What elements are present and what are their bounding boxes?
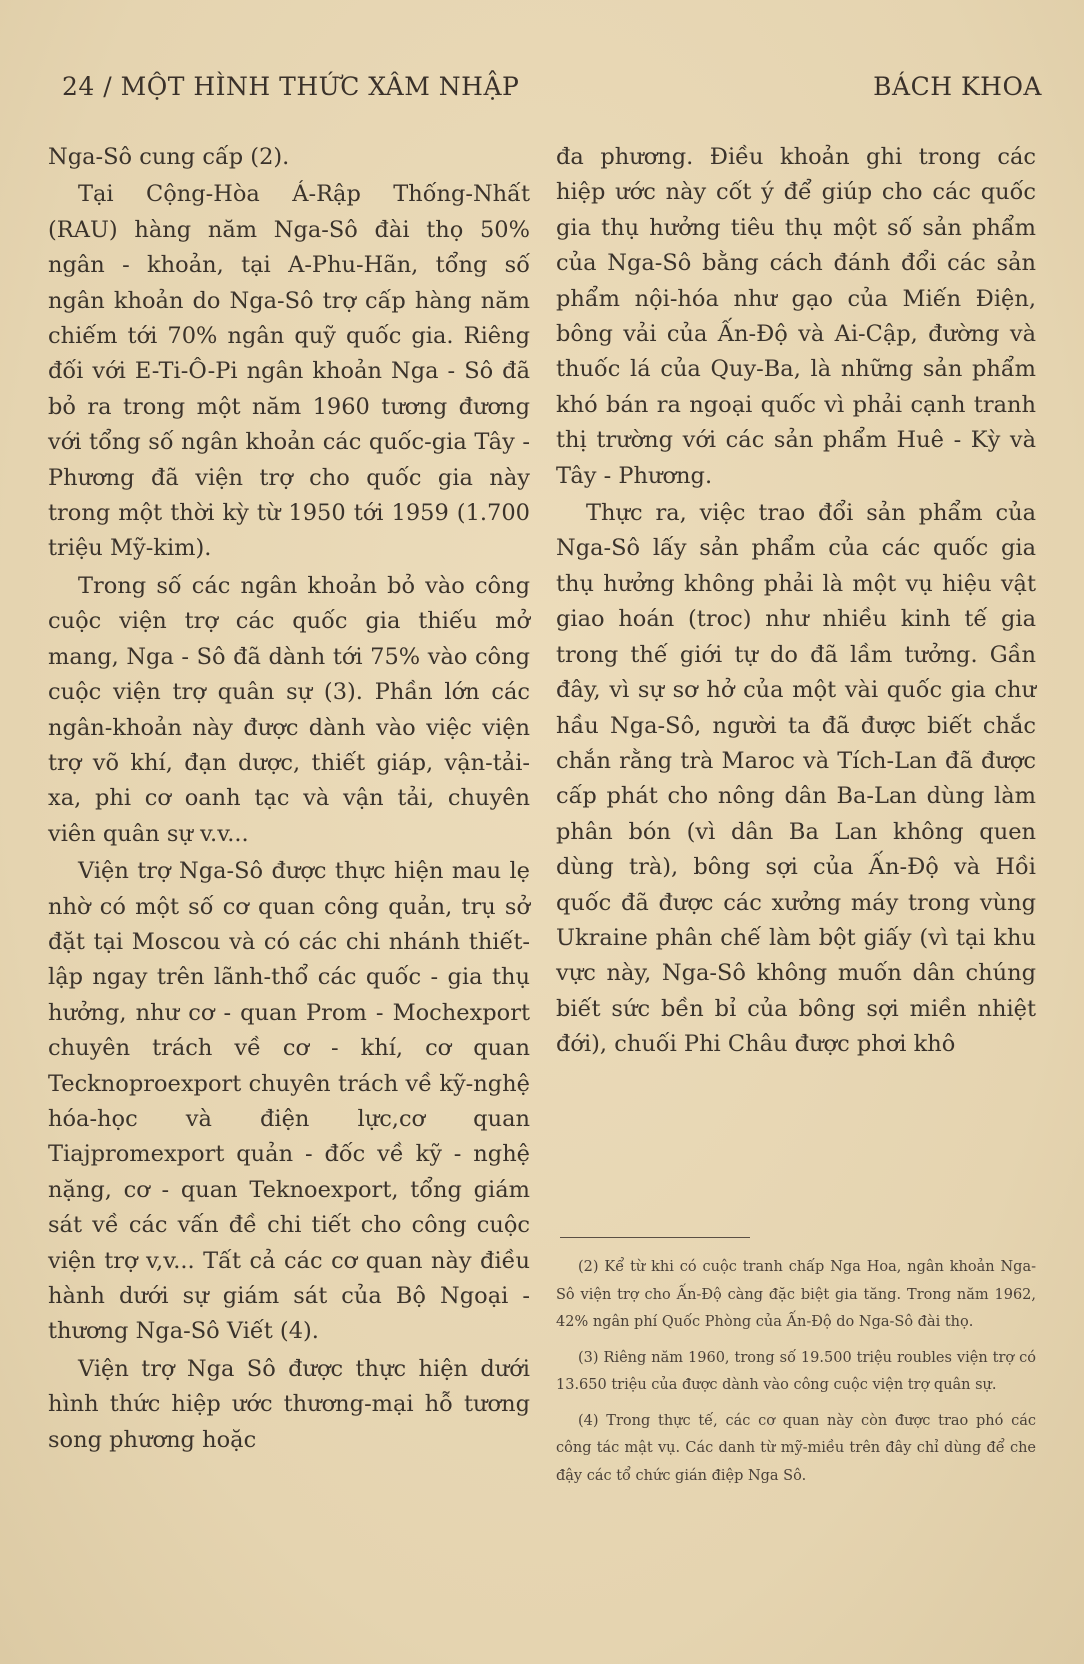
page-title: 24 / MỘT HÌNH THỨC XÂM NHẬP — [62, 72, 520, 101]
paragraph: đa phương. Điều khoản ghi trong các hiệp ước này cốt ý để giúp cho các quốc gia thụ hưởng tiêu thụ một số sản phẩm của Nga-Sô bằng cách đánh đổi các sản phẩm nội-hóa như gạo của Miến Điện, bông vải của Ấn-Độ và Ai-Cập, đường và thuốc lá của Quy-Ba, là những sản phẩm khó bán ra ngoại quốc vì phải cạnh tranh thị trường với các sản phẩm Huê - Kỳ và Tây - Phương. — [556, 144, 1036, 489]
paragraph: Thực ra, việc trao đổi sản phẩm của Nga-Sô lấy sản phẩm của các quốc gia thụ hưởng không phải là một vụ hiệu vật giao hoán (troc) như nhiều kinh tế gia trong thế giới tự do đã lầm tưởng. Gần đây, vì sự sơ hở của một vài quốc gia chư hầu Nga-Sô, người ta đã được biết chắc chắn rằng trà Maroc và Tích-Lan đã được cấp phát cho nông dân Ba-Lan dùng làm phân bón (vì dân Ba Lan không quen dùng trà), bông sợi của Ấn-Độ và Hồi quốc đã được các xưởng máy trong vùng Ukraine phân chế làm bột giấy (vì tại khu vực này, Nga-Sô không muốn dân chúng biết sức bền bỉ của bông sợi miền nhiệt đới), chuối Phi Châu được phơi khô — [556, 500, 1036, 1058]
paragraph: Trong số các ngân khoản bỏ vào công cuộc viện trợ các quốc gia thiếu mở mang, Nga - Sô đã dành tới 75% vào công cuộc viện trợ quân sự (3). Phần lớn các ngân-khoản này được dành vào việc viện trợ võ khí, đạn dược, thiết giáp, vận-tải-xa, phi cơ oanh tạc và vận tải, chuyên viên quân sự v.v... — [48, 572, 530, 847]
paragraph: Tại Cộng-Hòa Á-Rập Thống-Nhất (RAU) hàng năm Nga-Sô đài thọ 50% ngân - khoản, tại A-Phu-Hãn, tổng số ngân khoản do Nga-Sô trợ cấp hàng năm chiếm tới 70% ngân quỹ quốc gia. Riêng đối với E-Ti-Ô-Pi ngân khoản Nga - Sô đã bỏ ra trong một năm 1960 tương đương với tổng số ngân khoản các quốc-gia Tây - Phương đã viện trợ cho quốc gia này trong một thời kỳ từ 1950 tới 1959 (1.700 triệu Mỹ-kim). — [48, 181, 530, 562]
footnote: (4) Trong thực tế, các cơ quan này còn được trao phó các công tác mật vụ. Các danh từ mỹ-miều trên đây chỉ dùng để che đậy các tổ chức gián điệp Nga Sô. — [556, 1412, 1036, 1484]
paragraph: Nga-Sô cung cấp (2). — [48, 144, 290, 170]
page-header — [62, 72, 1042, 112]
paragraph: Viện trợ Nga Sô được thực hiện dưới hình thức hiệp ước thương-mại hỗ tương song phương hoặc — [48, 1355, 530, 1453]
footnotes — [556, 1254, 1036, 1498]
publication-name: BÁCH KHOA — [873, 72, 1042, 101]
footnote: (2) Kể từ khi có cuộc tranh chấp Nga Hoa, ngân khoản Nga-Sô viện trợ cho Ấn-Độ càng đặc biệt gia tăng. Trong năm 1962, 42% ngân phí Quốc Phòng của Ấn-Độ do Nga-Sô đài thọ. — [556, 1259, 1036, 1330]
right-column — [556, 140, 1036, 1063]
footnote: (3) Riêng năm 1960, trong số 19.500 triệu roubles viện trợ có 13.650 triệu của được dành vào công cuộc viện trợ quân sự. — [556, 1349, 1036, 1393]
left-column — [48, 140, 530, 1458]
paragraph: Viện trợ Nga-Sô được thực hiện mau lẹ nhờ có một số cơ quan công quản, trụ sở đặt tại Moscou và có các chi nhánh thiết-lập ngay trên lãnh-thổ các quốc - gia thụ hưởng, như cơ - quan Prom - Mochexport chuyên trách về cơ - khí, cơ quan Tecknoproexport chuyên trách về kỹ-nghệ hóa-học và điện lực,cơ quan Tiajpromexport quản - đốc về kỹ - nghệ nặng, cơ - quan Teknoexport, tổng giám sát về các vấn đề chi tiết cho công cuộc viện trợ v,v... Tất cả các cơ quan này điều hành dưới sự giám sát của Bộ Ngoại - thương Nga-Sô Viết (4). — [48, 858, 530, 1345]
footnote-divider — [560, 1237, 750, 1238]
